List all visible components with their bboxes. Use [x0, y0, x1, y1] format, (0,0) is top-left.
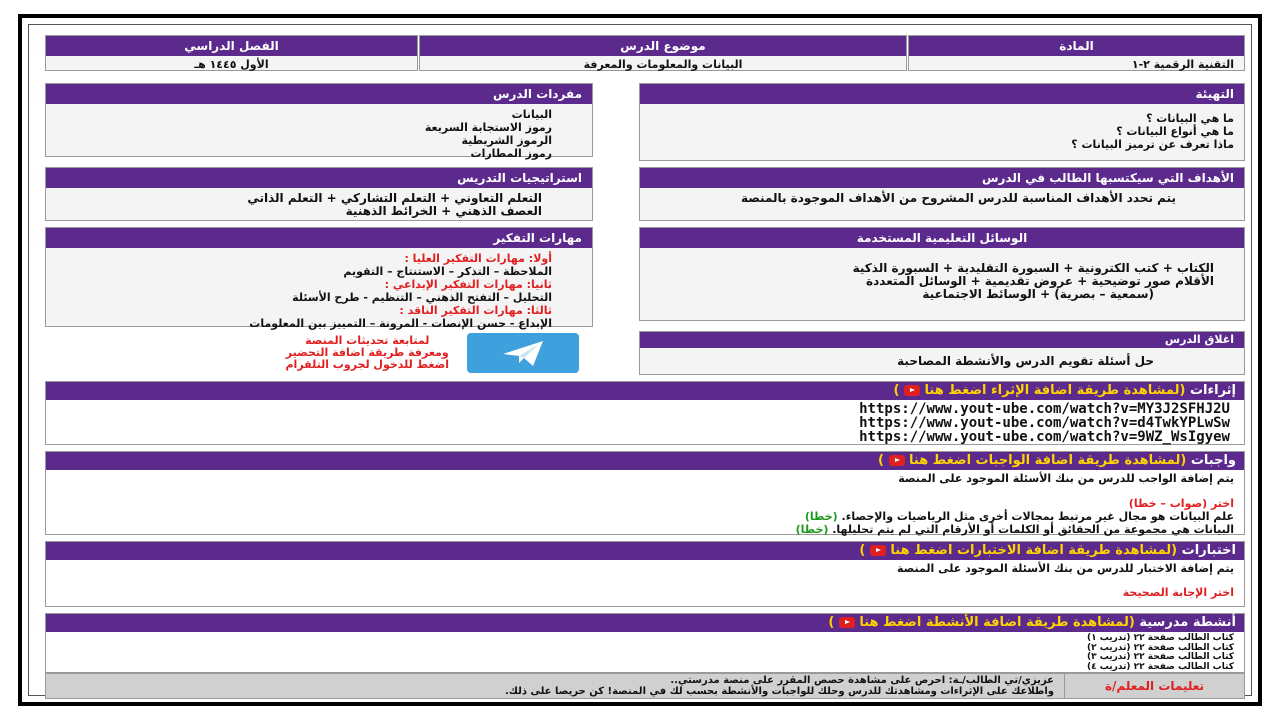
thinking-line: الإبداع - حسن الإنصات - المرونة – التمييز بين المعلومات	[249, 317, 552, 330]
homework-header	[46, 452, 1244, 470]
activities-box	[45, 613, 1245, 673]
tests-intro: يتم إضافة الاختبار للدرس من بنك الأسئلة الموجود على المنصة	[897, 562, 1234, 575]
enrichment-link[interactable]: https://www.yout-ube.com/watch?v=MY3J2SFHJ2U	[859, 401, 1230, 417]
homework-hint-link[interactable]: (لمشاهدة طريقة اضافة الواجبات اضغط هنا )	[878, 453, 1187, 468]
goals-box	[639, 167, 1245, 221]
teacher-line: عزيزي/تي الطالب/ـة: احرص على مشاهدة حصص المقرر على منصة مدرستي..	[670, 675, 1054, 686]
closing-box	[639, 331, 1245, 375]
term-label: الفصل الدراسي	[46, 36, 417, 56]
youtube-icon[interactable]	[870, 545, 886, 556]
subject-box	[908, 35, 1245, 71]
tests-header	[46, 542, 1244, 560]
thinking-line: الملاحظة – التذكر – الاستنتاج – التقويم	[343, 265, 552, 278]
enrichment-header	[46, 382, 1244, 400]
enrichment-link[interactable]: https://www.yout-ube.com/watch?v=d4TwkYPLwSw	[859, 415, 1230, 431]
tests-title: اختبارات	[1181, 543, 1236, 558]
vocab-item: رموز الاستجابة السريعة	[424, 121, 552, 134]
homework-question: البيانات هي مجموعة من الحقائق أو الكلمات أو الأرقام التي لم يتم تحليلها. (خطا)	[795, 523, 1234, 536]
youtube-icon[interactable]	[889, 455, 905, 466]
strategies-box	[45, 167, 593, 221]
goals-title: الأهداف التي سيكتسبها الطالب في الدرس	[640, 168, 1244, 188]
subject-value: التقنية الرقمية ٢-١	[1131, 58, 1234, 71]
topic-label: موضوع الدرس	[420, 36, 906, 56]
telegram-icon[interactable]	[467, 333, 579, 373]
warmup-question: ما هي البيانات ؟	[1146, 112, 1234, 125]
activity-item: كتاب الطالب صفحة ٢٢ (تدريب ٢)	[1086, 642, 1234, 653]
strategies-title: استراتيجيات التدريس	[46, 168, 592, 188]
strategies-line: التعلم التعاوني + التعلم التشاركي + التعلم الذاتي	[247, 191, 542, 205]
thinking-heading: أولا: مهارات التفكير العليا :	[404, 252, 552, 265]
activities-hint-link[interactable]: (لمشاهدة طريقة اضافة الأنشطة اضغط هنا )	[828, 615, 1135, 630]
telegram-line: ومعرفة طريقة اضافة التحضير	[285, 346, 449, 359]
thinking-box	[45, 227, 593, 330]
media-line: (سمعية – بصرية) + الوسائط الاجتماعية	[922, 287, 1154, 301]
telegram-line: لمتابعة تحديثات المنصة	[305, 334, 430, 347]
term-value: الأول ١٤٤٥ هـ	[194, 58, 269, 71]
vocab-box	[45, 83, 593, 160]
homework-box	[45, 451, 1245, 535]
thinking-title: مهارات التفكير	[46, 228, 592, 248]
thinking-heading: ثالثا: مهارات التفكير الناقد :	[399, 304, 552, 317]
term-box	[45, 35, 418, 71]
closing-text: حل أسئلة تقويم الدرس والأنشطة المصاحبة	[897, 354, 1154, 368]
telegram-line: اضغط للدخول لجروب التلقرام	[285, 358, 449, 371]
warmup-title: التهيئة	[640, 84, 1244, 104]
media-line: الكتاب + كتب الكترونية + السبورة التقليدية + السبورة الذكية	[852, 261, 1214, 275]
media-box	[639, 227, 1245, 321]
activity-item: كتاب الطالب صفحة ٢٢ (تدريب ٤)	[1086, 661, 1234, 672]
strategies-line: العصف الذهني + الخرائط الذهنية	[345, 204, 542, 218]
lesson-plan	[28, 24, 1252, 696]
goals-text: يتم تحدد الأهداف المناسبة للدرس المشروح من الأهداف الموجودة بالمنصة	[740, 191, 1176, 205]
homework-question: علم البيانات هو مجال غير مرتبط بمجالات أخرى مثل الرياضيات والإحصاء. (خطا)	[804, 510, 1234, 523]
tests-hint-link[interactable]: (لمشاهدة طريقة اضافة الاختبارات اضغط هنا )	[859, 543, 1178, 558]
topic-box	[419, 35, 907, 71]
subject-label: المادة	[909, 36, 1244, 56]
homework-answer: (خطا)	[795, 523, 829, 536]
homework-title: واجبات	[1190, 453, 1236, 468]
vocab-item: البيانات	[511, 108, 552, 121]
topic-value: البيانات والمعلومات والمعرفة	[583, 58, 743, 71]
telegram-promo[interactable]	[139, 333, 579, 377]
teacher-label: تعليمات المعلم/ة	[1064, 674, 1244, 698]
enrichment-title: إثراءات	[1189, 383, 1236, 398]
vocab-item: الرموز الشريطية	[461, 134, 552, 147]
warmup-question: ما هي أنواع البيانات ؟	[1116, 125, 1234, 138]
teacher-line: واطلاعك على الإثراءات ومشاهدتك للدرس وحلك للواجبات والأنشطة بحسب لك في المنصة! كن حريصا على ذلك.	[504, 686, 1054, 697]
enrichment-hint-link[interactable]: (لمشاهدة طريقة اضافة الإثراء اضغط هنا )	[893, 383, 1186, 398]
closing-title: اغلاق الدرس	[640, 332, 1244, 348]
media-line: الأقلام صور توضيحية + عروض تقديمية + الوسائل المتعددة	[866, 274, 1214, 288]
thinking-heading: ثانيا: مهارات التفكير الإبداعي :	[384, 278, 552, 291]
tests-choose: اختر الإجابة الصحيحة	[1122, 586, 1234, 599]
vocab-title: مفردات الدرس	[46, 84, 592, 104]
activities-header	[46, 614, 1244, 632]
homework-answer: (خطا)	[804, 510, 838, 523]
homework-intro: يتم إضافة الواجب للدرس من بنك الأسئلة الموجود على المنصة	[898, 472, 1234, 485]
thinking-line: التحليل – التفتح الذهني – التنظيم - طرح الأسئلة	[292, 291, 552, 304]
media-title: الوسائل التعليمية المستخدمة	[640, 228, 1244, 248]
vocab-item: رموز المطارات	[470, 147, 552, 160]
warmup-question: ماذا تعرف عن ترميز البيانات ؟	[1071, 138, 1234, 151]
enrichment-link[interactable]: https://www.yout-ube.com/watch?v=9WZ_WsIgyew	[859, 429, 1230, 445]
youtube-icon[interactable]	[904, 385, 920, 396]
activity-item: كتاب الطالب صفحة ٢٢ (تدريب ٣)	[1086, 652, 1234, 662]
tests-box	[45, 541, 1245, 607]
youtube-icon[interactable]	[839, 617, 855, 628]
teacher-box	[45, 673, 1245, 699]
homework-choose: اختر (صواب – خطا)	[1128, 497, 1234, 510]
enrichment-box	[45, 381, 1245, 445]
activity-item: كتاب الطالب صفحة ٢٢ (تدريب ١)	[1086, 633, 1234, 643]
warmup-box	[639, 83, 1245, 161]
activities-title: أنشطة مدرسية	[1139, 615, 1236, 630]
page-frame	[18, 14, 1262, 706]
